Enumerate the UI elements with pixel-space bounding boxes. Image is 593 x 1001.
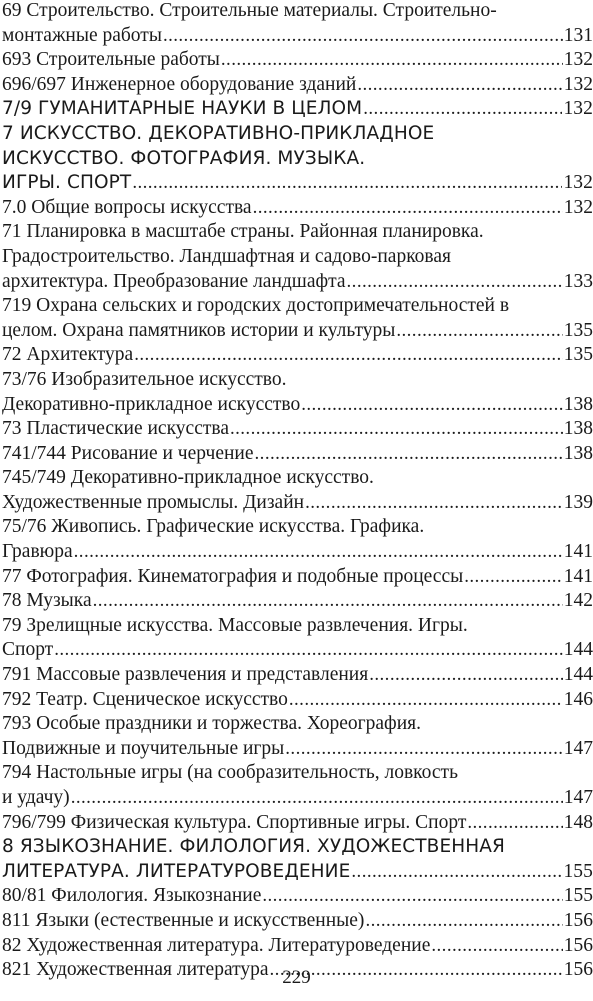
toc-page-number: 155 [563, 885, 593, 907]
toc-entry-title: 73 Пластические искусства [2, 418, 229, 440]
toc-entry-last-line [2, 565, 593, 590]
toc-page-number: 139 [563, 491, 593, 513]
toc-entry-last-line [2, 786, 593, 811]
toc-entry-last-line [2, 884, 593, 909]
toc-entry-last-line [2, 663, 593, 688]
table-of-contents [2, 0, 593, 983]
toc-page-number: 147 [563, 737, 593, 759]
toc-page-number: 132 [563, 49, 593, 71]
toc-page-number: 132 [563, 196, 593, 218]
dot-leader [134, 343, 563, 368]
toc-entry-last-line [2, 737, 593, 762]
toc-entry [2, 220, 593, 294]
dot-leader [163, 24, 563, 49]
toc-entry-last-line [2, 860, 593, 885]
toc-entry-title: 7/9 ГУМАНИТАРНЫЕ НАУКИ В ЦЕЛОМ [2, 98, 363, 120]
toc-page-number: 135 [563, 319, 593, 341]
toc-page-number: 138 [563, 393, 593, 415]
toc-entry [2, 934, 593, 959]
toc-entry [2, 909, 593, 934]
toc-entry [2, 712, 593, 761]
toc-page-number: 138 [563, 442, 593, 464]
toc-entry-line: 69 Строительство. Строительные материалы. Строительно- [2, 0, 497, 21]
toc-entry-last-line [2, 24, 593, 49]
toc-entry-title: 82 Художественная литература. Литературоведение [2, 934, 431, 956]
toc-entry-last-line [2, 270, 593, 295]
toc-entry [2, 73, 593, 98]
toc-entry-last-line [2, 909, 593, 934]
toc-page-number: 135 [563, 344, 593, 366]
toc-entry [2, 565, 593, 590]
toc-entry-title: Гравюра [2, 541, 73, 563]
toc-entry-title: ЛИТЕРАТУРА. ЛИТЕРАТУРОВЕДЕНИЕ [2, 860, 351, 882]
toc-entry [2, 417, 593, 442]
toc-entry-title: 696/697 Инженерное оборудование зданий [2, 73, 357, 95]
toc-entry [2, 442, 593, 467]
toc-entry-last-line [2, 171, 593, 196]
toc-entry-line: 8 ЯЗЫКОЗНАНИЕ. ФИЛОЛОГИЯ. ХУДОЖЕСТВЕННАЯ [2, 836, 505, 858]
toc-entry-line: 794 Настольные игры (на сообразительность, ловкость [2, 762, 458, 784]
toc-entry-title: монтажные работы [2, 24, 162, 46]
dot-leader [305, 491, 563, 516]
dot-leader [253, 196, 563, 221]
toc-entry [2, 663, 593, 688]
toc-entry-title: 821 Художественная литература [2, 959, 269, 981]
toc-entry [2, 884, 593, 909]
toc-entry-title: 78 Музыка [2, 590, 92, 612]
dot-leader [369, 663, 563, 688]
toc-section-heading [2, 97, 593, 122]
dot-leader [93, 589, 563, 614]
toc-entry-title: и удачу) [2, 787, 70, 808]
toc-entry-last-line [2, 442, 593, 467]
toc-entry-last-line [2, 811, 593, 836]
dot-leader [71, 786, 563, 811]
toc-entry-last-line [2, 589, 593, 614]
toc-entry-last-line [2, 343, 593, 368]
toc-entry-title: 693 Строительные работы [2, 49, 220, 71]
dot-leader [230, 417, 563, 442]
toc-entry-last-line [2, 196, 593, 221]
toc-page-number: 132 [563, 73, 593, 95]
dot-leader [74, 540, 563, 565]
toc-entry-last-line [2, 934, 593, 959]
toc-page-number: 141 [563, 541, 593, 563]
toc-entry [2, 688, 593, 713]
toc-entry-line: 75/76 Живопись. Графические искусства. Графика. [2, 516, 425, 538]
toc-entry-line: 73/76 Изобразительное искусство. [2, 368, 287, 390]
toc-page-number: 131 [563, 24, 593, 46]
toc-page-number: 133 [563, 270, 593, 292]
toc-entry [2, 761, 593, 810]
toc-page-number: 156 [563, 959, 593, 981]
toc-entry-line: 79 Зрелищные искусства. Массовые развлечения. Игры. [2, 614, 468, 636]
toc-entry-title: 77 Фотография. Кинематография и подобные процессы [2, 565, 464, 587]
toc-entry-last-line [2, 638, 593, 663]
dot-leader [351, 860, 562, 885]
toc-entry [2, 294, 593, 343]
toc-entry-line: 719 Охрана сельских и городских достопримечательностей в [2, 295, 510, 317]
toc-entry-last-line [2, 417, 593, 442]
toc-entry-title: 811 Языки (естественные и искусственные) [2, 909, 365, 931]
toc-entry [2, 466, 593, 515]
dot-leader [285, 737, 562, 762]
dot-leader [347, 270, 563, 295]
toc-entry-last-line [2, 319, 593, 344]
dot-leader [221, 48, 563, 73]
toc-entry [2, 48, 593, 73]
toc-page-number: 141 [563, 565, 593, 587]
toc-entry-line: Градостроительство. Ландшафтная и садово-парковая [2, 245, 452, 267]
toc-entry [2, 343, 593, 368]
toc-page-number: 147 [563, 787, 593, 808]
toc-page-number: 138 [563, 418, 593, 440]
dot-leader [363, 97, 562, 122]
toc-entry-title: архитектура. Преобразование ландшафта [2, 270, 346, 292]
toc-entry [2, 0, 593, 48]
toc-entry-title: 741/744 Рисование и черчение [2, 442, 254, 464]
toc-page-number: 146 [563, 688, 593, 710]
toc-entry-line: 71 Планировка в масштабе страны. Районная планировка. [2, 221, 484, 243]
toc-entry-title: ИГРЫ. СПОРТ [2, 172, 132, 194]
toc-entry-title: 80/81 Филология. Языкознание [2, 885, 262, 907]
dot-leader [464, 565, 563, 590]
toc-section-heading [2, 835, 593, 884]
toc-page-number: 142 [563, 590, 593, 612]
toc-entry-title: 792 Театр. Сценическое искусство [2, 688, 288, 710]
toc-entry [2, 811, 593, 836]
toc-page-number: 132 [563, 172, 593, 194]
toc-page-number: 155 [563, 860, 593, 882]
toc-entry-title: Подвижные и поучительные игры [2, 737, 285, 759]
dot-leader [431, 934, 562, 959]
toc-entry-line: 793 Особые праздники и торжества. Хореография. [2, 713, 421, 735]
toc-entry-last-line [2, 73, 593, 98]
toc-entry [2, 368, 593, 417]
toc-section-heading [2, 122, 593, 196]
toc-page-number: 148 [563, 811, 593, 833]
page-number: 229 [282, 967, 311, 988]
dot-leader [255, 442, 563, 467]
dot-leader [396, 319, 562, 344]
dot-leader [467, 811, 562, 836]
toc-entry-title: Художественные промыслы. Дизайн [2, 491, 305, 513]
toc-entry-title: 796/799 Физическая культура. Спортивные игры. Спорт [2, 811, 467, 833]
toc-page-number: 144 [563, 664, 593, 686]
toc-entry [2, 614, 593, 663]
toc-entry-title: 72 Архитектура [2, 344, 134, 366]
dot-leader [357, 73, 562, 98]
dot-leader [365, 909, 562, 934]
toc-entry-line: ИСКУССТВО. ФОТОГРАФИЯ. МУЗЫКА. [2, 147, 366, 169]
toc-entry [2, 589, 593, 614]
toc-page-number: 144 [563, 639, 593, 661]
toc-page-number: 156 [563, 909, 593, 931]
toc-entry-line: 7 ИСКУССТВО. ДЕКОРАТИВНО-ПРИКЛАДНОЕ [2, 122, 435, 144]
toc-page-number: 132 [563, 98, 593, 120]
toc-entry-title: целом. Охрана памятников истории и культуры [2, 319, 396, 341]
dot-leader [132, 171, 562, 196]
toc-entry-title: 7.0 Общие вопросы искусства [2, 196, 252, 218]
toc-entry-last-line [2, 688, 593, 713]
dot-leader [289, 688, 563, 713]
toc-entry-last-line [2, 393, 593, 418]
toc-entry-last-line [2, 491, 593, 516]
toc-entry-title: Декоративно-прикладное искусство [2, 393, 301, 415]
toc-entry-line: 745/749 Декоративно-прикладное искусство. [2, 467, 374, 489]
dot-leader [301, 393, 563, 418]
toc-page-number: 156 [563, 934, 593, 956]
toc-entry-title: 791 Массовые развлечения и представления [2, 664, 369, 686]
toc-entry-last-line [2, 540, 593, 565]
dot-leader [54, 638, 563, 663]
toc-entry [2, 196, 593, 221]
toc-entry-last-line [2, 48, 593, 73]
toc-entry [2, 515, 593, 564]
toc-entry-last-line [2, 97, 593, 122]
dot-leader [262, 884, 562, 909]
toc-entry-title: Спорт [2, 639, 54, 661]
